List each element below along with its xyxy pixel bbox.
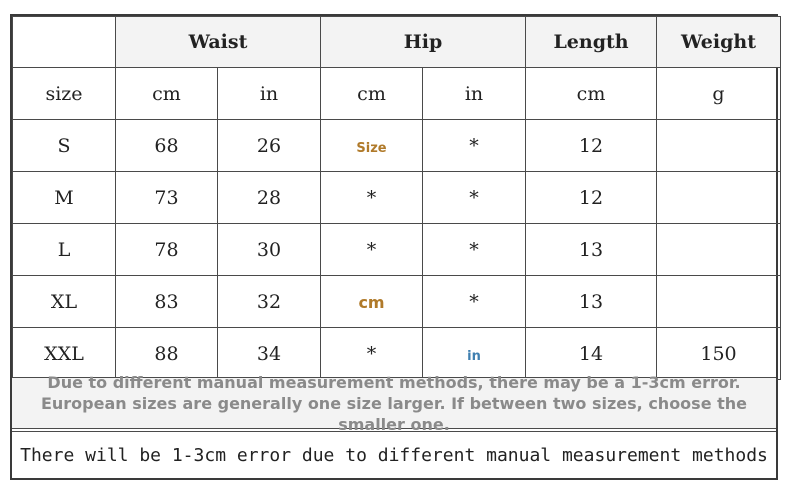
waist-cm-cell: 88 [116, 328, 218, 380]
size-chart [10, 14, 778, 480]
waist-in-cell: 28 [218, 172, 321, 224]
table-row [13, 120, 781, 172]
waist-cm-unit: cm [116, 68, 218, 120]
header-row [13, 17, 781, 68]
cm-label: cm [358, 292, 385, 312]
weight-cell [657, 172, 781, 224]
waist-in-cell: 34 [218, 328, 321, 380]
table-row [13, 224, 781, 276]
waist-cm-cell: 83 [116, 276, 218, 328]
size-cell: S [13, 120, 116, 172]
hip-cm-cell: * [321, 224, 423, 276]
waist-in-unit: in [218, 68, 321, 120]
hip-in-cell: * [423, 120, 526, 172]
size-cell: M [13, 172, 116, 224]
weight-cell [657, 120, 781, 172]
weight-g-unit: g [657, 68, 781, 120]
hip-in-cell: * [423, 276, 526, 328]
hip-in-cell: * [423, 172, 526, 224]
waist-in-cell: 32 [218, 276, 321, 328]
length-cm-unit: cm [526, 68, 657, 120]
waist-in-cell: 30 [218, 224, 321, 276]
hip-in-unit: in [423, 68, 526, 120]
length-cell: 13 [526, 276, 657, 328]
size-label: Size [356, 140, 387, 156]
weight-cell [657, 276, 781, 328]
unit-row [13, 68, 781, 120]
hip-cm-cell [321, 276, 423, 328]
length-cell: 14 [526, 328, 657, 380]
hip-cm-cell: * [321, 328, 423, 380]
hip-in-cell: * [423, 224, 526, 276]
hip-cm-cell: * [321, 172, 423, 224]
footer-note: There will be 1-3cm error due to different manual measurement methods [12, 431, 776, 478]
hip-cm-cell [321, 120, 423, 172]
waist-cm-cell: 78 [116, 224, 218, 276]
hip-header: Hip [321, 17, 526, 68]
size-cell: XL [13, 276, 116, 328]
size-cell: XXL [13, 328, 116, 380]
waist-in-cell: 26 [218, 120, 321, 172]
size-table [12, 16, 781, 380]
size-unit: size [13, 68, 116, 120]
waist-cm-cell: 73 [116, 172, 218, 224]
length-header: Length [526, 17, 657, 68]
table-row [13, 276, 781, 328]
length-cell: 13 [526, 224, 657, 276]
header-corner-cell [13, 17, 116, 68]
measurement-note: Due to different manual measurement methods, there may be a 1-3cm error. European sizes are generally one size larger. If between two sizes, choose the smaller one. [12, 377, 776, 429]
waist-header: Waist [116, 17, 321, 68]
weight-cell: 150 [657, 328, 781, 380]
weight-cell [657, 224, 781, 276]
weight-header: Weight [657, 17, 781, 68]
table-row [13, 172, 781, 224]
waist-cm-cell: 68 [116, 120, 218, 172]
hip-cm-unit: cm [321, 68, 423, 120]
length-cell: 12 [526, 120, 657, 172]
size-cell: L [13, 224, 116, 276]
length-cell: 12 [526, 172, 657, 224]
in-label: in [467, 348, 481, 364]
